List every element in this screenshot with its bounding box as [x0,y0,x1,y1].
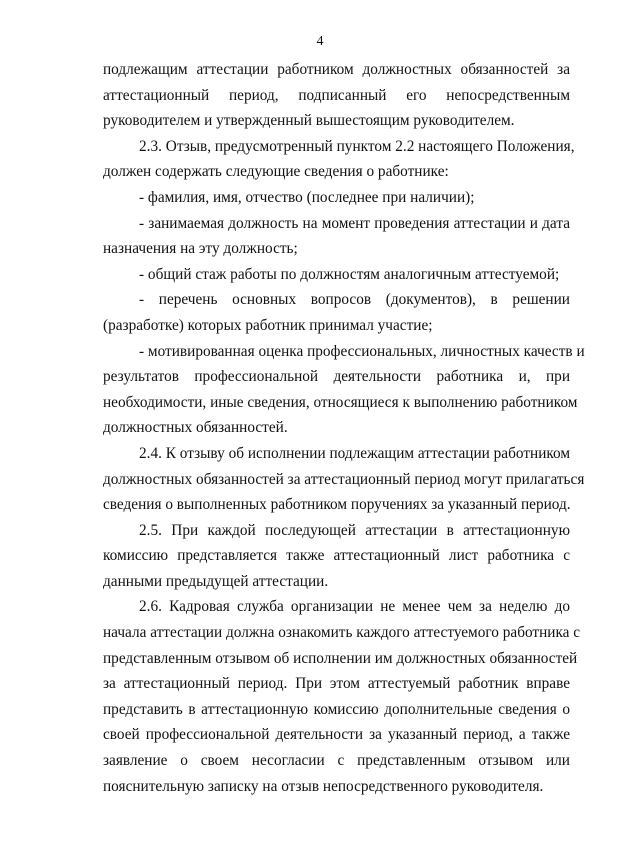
text-line: за аттестационный период. При этом аттестуемый работник вправе [103,675,570,693]
text-line: пояснительную записку на отзыв непосредственного руководителя. [103,777,544,795]
text-line: представить в аттестационную комиссию дополнительные сведения о [103,700,570,718]
document-body [103,57,585,799]
text-line: - общий стаж работы по должностям аналогичным аттестуемой; [139,265,560,283]
text-line: должностных обязанностей за аттестационный период могут прилагаться [103,470,585,488]
text-line: 2.6. Кадровая служба организации не менее чем за неделю до [139,598,570,616]
text-line: результатов профессиональной деятельности работника и, при [103,368,570,386]
text-line: заявление о своем несогласии с представленным отзывом или [103,752,570,770]
text-line: руководителем и утвержденный вышестоящим руководителем. [103,112,515,130]
text-line: (разработке) которых работник принимал участие; [103,316,433,334]
text-line: - перечень основных вопросов (документов), в решении [139,291,570,309]
text-line: - фамилия, имя, отчество (последнее при наличии); [139,188,475,206]
text-line: данными предыдущей аттестации. [103,572,329,590]
text-line: должностных обязанностей. [103,419,288,437]
text-line: комиссию представляется также аттестационный лист работника с [103,547,570,565]
text-line: - мотивированная оценка профессиональных, личностных качеств и [139,342,585,360]
page-number: 4 [316,34,324,49]
text-line: аттестационный период, подписанный его непосредственным [103,86,570,104]
text-line: начала аттестации должна ознакомить каждого аттестуемого работника с [103,624,581,642]
text-line: - занимаемая должность на момент проведения аттестации и дата [139,214,570,232]
text-line: необходимости, иные сведения, относящиеся к выполнению работником [103,393,578,411]
text-line: представленным отзывом об исполнении им должностных обязанностей [103,649,578,667]
text-line: 2.4. К отзыву об исполнении подлежащим аттестации работником [139,444,571,462]
text-line: 2.3. Отзыв, предусмотренный пунктом 2.2 настоящего Положения, [139,137,575,155]
text-line: 2.5. При каждой последующей аттестации в аттестационную [139,521,570,539]
text-line: сведения о выполненных работником поручениях за указанный период. [103,496,571,514]
text-line: должен содержать следующие сведения о работнике: [103,163,449,181]
text-line: подлежащим аттестации работником должностных обязанностей за [103,61,570,78]
text-line: назначения на эту должность; [103,240,298,258]
text-line: своей профессиональной деятельности за указанный период, а также [103,726,570,744]
